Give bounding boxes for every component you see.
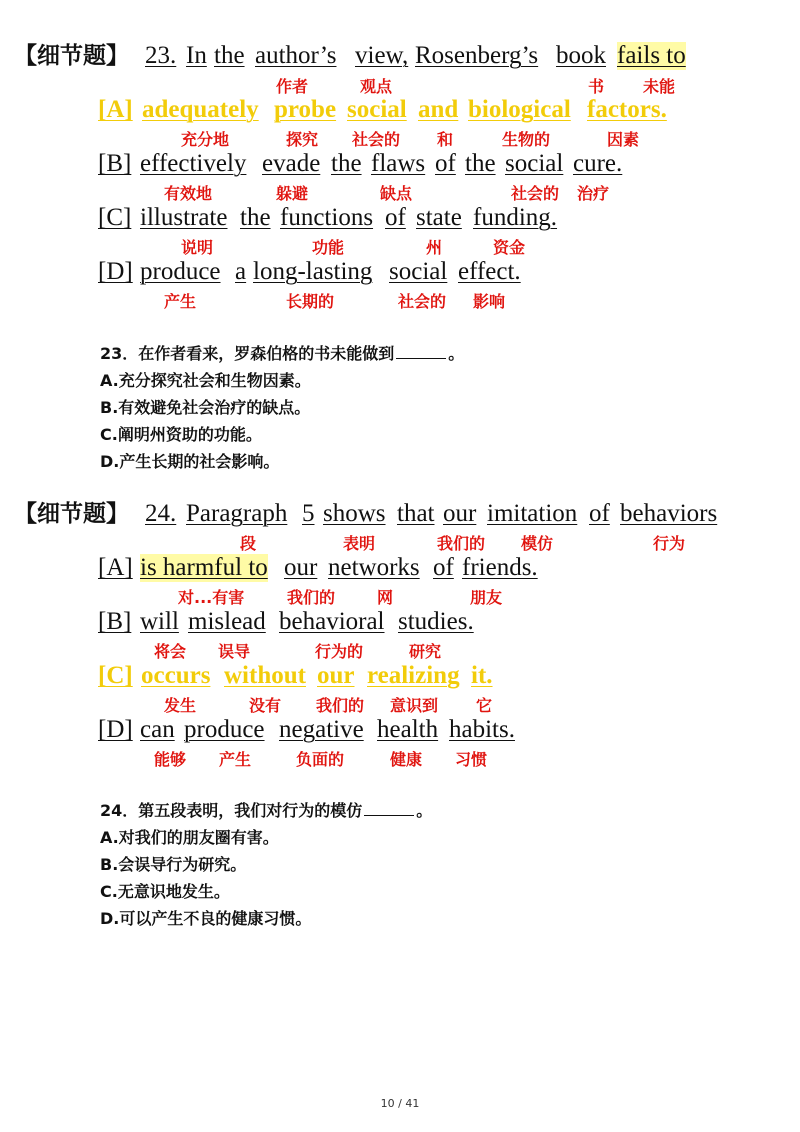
translation-question-end: 。 xyxy=(448,344,465,363)
option-word: it. xyxy=(471,662,493,689)
option-key-phrase: is harmful to xyxy=(140,554,268,581)
option-word: networks xyxy=(328,554,420,581)
translation-question-text: 24．第五段表明，我们对行为的模仿 xyxy=(100,801,363,820)
option-word: social xyxy=(347,96,407,123)
option-word: [C] xyxy=(98,662,133,689)
option-word: studies. xyxy=(398,608,474,635)
gloss-word: 负面的 xyxy=(296,750,345,769)
gloss-word: 我们的 xyxy=(437,534,486,553)
option-word: produce xyxy=(184,716,265,743)
question-24-option-c-correct xyxy=(0,662,800,690)
gloss-word: 资金 xyxy=(493,238,526,257)
option-word: without xyxy=(224,662,306,689)
option-word: mislead xyxy=(188,608,266,635)
stem-word: 23. xyxy=(145,42,177,69)
stem-word: shows xyxy=(323,500,386,527)
option-word: functions xyxy=(280,204,374,231)
translation-option-a: A.充分探究社会和生物因素。 xyxy=(100,371,311,390)
stem-word: the xyxy=(214,42,245,69)
stem-word: 24. xyxy=(145,500,177,527)
gloss-word: 生物的 xyxy=(502,130,551,149)
gloss-word: 朋友 xyxy=(470,588,503,607)
gloss-word: 表明 xyxy=(343,534,376,553)
translation-option-d: D.可以产生不良的健康习惯。 xyxy=(100,909,312,928)
question-23-stem-gloss xyxy=(0,78,800,96)
option-word: [A] xyxy=(98,554,133,581)
option-word: [D] xyxy=(98,716,133,743)
gloss-word: 研究 xyxy=(409,642,442,661)
gloss-word: 充分地 xyxy=(181,130,230,149)
stem-word: our xyxy=(443,500,477,527)
answer-blank xyxy=(364,801,414,816)
stem-word: view, xyxy=(355,42,409,69)
gloss-word: 长期的 xyxy=(286,292,335,311)
gloss-word: 发生 xyxy=(164,696,197,715)
option-word: evade xyxy=(262,150,321,177)
stem-word: 5 xyxy=(302,500,315,527)
translation-option-c: C.阐明州资助的功能。 xyxy=(100,425,262,444)
gloss-word: 和 xyxy=(437,130,454,149)
gloss-word: 有效地 xyxy=(164,184,213,203)
question-23-stem xyxy=(0,42,800,70)
stem-word: Rosenberg’s xyxy=(415,42,539,69)
question-23-option-d-gloss xyxy=(0,293,800,311)
option-word: biological xyxy=(468,96,571,123)
option-word: [A] xyxy=(98,96,133,123)
question-24-option-d-gloss xyxy=(0,751,800,769)
option-word: effectively xyxy=(140,150,247,177)
question-24-option-a-gloss xyxy=(0,589,800,607)
gloss-word: 产生 xyxy=(219,750,252,769)
option-word: negative xyxy=(279,716,364,743)
gloss-word: 因素 xyxy=(607,130,640,149)
option-word: the xyxy=(465,150,496,177)
gloss-word: 社会的 xyxy=(352,130,401,149)
translation-question-end: 。 xyxy=(416,801,433,820)
gloss-word: 躲避 xyxy=(276,184,309,203)
gloss-word: 州 xyxy=(426,238,443,257)
question-24-option-a xyxy=(0,554,800,582)
gloss-word: 网 xyxy=(377,588,394,607)
option-word: our xyxy=(284,554,318,581)
gloss-word: 功能 xyxy=(312,238,345,257)
page-number: 10 / 41 xyxy=(380,1097,420,1110)
gloss-word: 社会的 xyxy=(398,292,447,311)
option-word: habits. xyxy=(449,716,515,743)
stem-word: Paragraph xyxy=(186,500,288,527)
option-word: state xyxy=(416,204,462,231)
option-word: of xyxy=(433,554,454,581)
question-23-option-c-gloss xyxy=(0,239,800,257)
question-24-option-b xyxy=(0,608,800,636)
gloss-word: 误导 xyxy=(218,642,251,661)
option-word: effect. xyxy=(458,258,521,285)
option-word: of xyxy=(385,204,406,231)
question-23-option-b-gloss xyxy=(0,185,800,203)
option-word: the xyxy=(331,150,362,177)
translation-question xyxy=(100,801,432,821)
gloss-word: 它 xyxy=(476,696,493,715)
option-word: produce xyxy=(140,258,221,285)
gloss-word: 习惯 xyxy=(455,750,488,769)
gloss-word: 意识到 xyxy=(390,696,439,715)
option-word: our xyxy=(317,662,355,689)
gloss-word: 观点 xyxy=(360,77,393,96)
option-word: adequately xyxy=(142,96,259,123)
stem-word: imitation xyxy=(487,500,578,527)
option-word: illustrate xyxy=(140,204,228,231)
answer-blank xyxy=(396,344,446,359)
option-word: social xyxy=(389,258,448,285)
gloss-word: 行为的 xyxy=(315,642,364,661)
gloss-word: 段 xyxy=(240,534,257,553)
question-23-option-c xyxy=(0,204,800,232)
gloss-word: 说明 xyxy=(181,238,214,257)
option-word: a xyxy=(235,258,247,285)
gloss-word: 模仿 xyxy=(521,534,554,553)
option-word: flaws xyxy=(371,150,426,177)
gloss-word: 书 xyxy=(588,77,605,96)
question-23-option-d xyxy=(0,258,800,286)
stem-word: author’s xyxy=(255,42,337,69)
option-word: probe xyxy=(274,96,337,123)
option-word: health xyxy=(377,716,439,743)
stem-word: book xyxy=(556,42,606,69)
option-word: can xyxy=(140,716,175,743)
option-word: behavioral xyxy=(279,608,385,635)
gloss-word: 探究 xyxy=(286,130,319,149)
gloss-word: 缺点 xyxy=(380,184,413,203)
gloss-word: 将会 xyxy=(154,642,187,661)
question-23-option-a-gloss xyxy=(0,131,800,149)
option-word: the xyxy=(240,204,271,231)
translation-option-c: C.无意识地发生。 xyxy=(100,882,230,901)
gloss-word: 作者 xyxy=(276,77,309,96)
option-word: factors. xyxy=(587,96,667,123)
question-23-chinese-translation xyxy=(100,344,700,474)
gloss-word: 产生 xyxy=(164,292,197,311)
translation-option-b: B.有效避免社会治疗的缺点。 xyxy=(100,398,311,417)
question-23-type-tag: 【细节题】 xyxy=(14,43,129,69)
option-word: will xyxy=(140,608,179,635)
gloss-word: 行为 xyxy=(653,534,686,553)
translation-option-b: B.会误导行为研究。 xyxy=(100,855,247,874)
option-word: long-lasting xyxy=(253,258,373,285)
gloss-word: 我们的 xyxy=(316,696,365,715)
question-24-option-b-gloss xyxy=(0,643,800,661)
gloss-word: 影响 xyxy=(473,292,506,311)
question-23-option-a-correct xyxy=(0,96,800,124)
question-24-option-d xyxy=(0,716,800,744)
gloss-word: 未能 xyxy=(643,77,676,96)
option-word: of xyxy=(435,150,456,177)
option-word: [B] xyxy=(98,608,132,635)
option-word: social xyxy=(505,150,564,177)
gloss-word: 治疗 xyxy=(577,184,610,203)
question-24-stem-gloss xyxy=(0,535,800,553)
gloss-word: 健康 xyxy=(390,750,423,769)
option-word: [C] xyxy=(98,204,132,231)
question-24-type-tag: 【细节题】 xyxy=(14,501,129,527)
translation-option-d: D.产生长期的社会影响。 xyxy=(100,452,280,471)
gloss-word: 社会的 xyxy=(511,184,560,203)
translation-question xyxy=(100,344,464,364)
stem-word: behaviors xyxy=(620,500,718,527)
stem-word: that xyxy=(397,500,435,527)
question-24-chinese-translation xyxy=(100,801,700,931)
option-word: cure. xyxy=(573,150,623,177)
gloss-word: 能够 xyxy=(154,750,187,769)
gloss-word: 我们的 xyxy=(287,588,336,607)
stem-word: In xyxy=(186,42,207,69)
stem-word: of xyxy=(589,500,610,527)
option-word: [D] xyxy=(98,258,133,285)
translation-question-text: 23．在作者看来，罗森伯格的书未能做到 xyxy=(100,344,395,363)
question-24-option-c-gloss xyxy=(0,697,800,715)
stem-key-phrase: fails to xyxy=(617,42,686,69)
question-24-stem xyxy=(0,500,800,528)
option-word: and xyxy=(418,96,459,123)
question-23-option-b xyxy=(0,150,800,178)
gloss-word: 对...有害 xyxy=(178,588,245,607)
translation-option-a: A.对我们的朋友圈有害。 xyxy=(100,828,279,847)
option-word: occurs xyxy=(141,662,211,689)
option-word: friends. xyxy=(462,554,538,581)
option-word: funding. xyxy=(473,204,558,231)
gloss-word: 没有 xyxy=(249,696,282,715)
option-word: [B] xyxy=(98,150,132,177)
option-word: realizing xyxy=(367,662,460,689)
